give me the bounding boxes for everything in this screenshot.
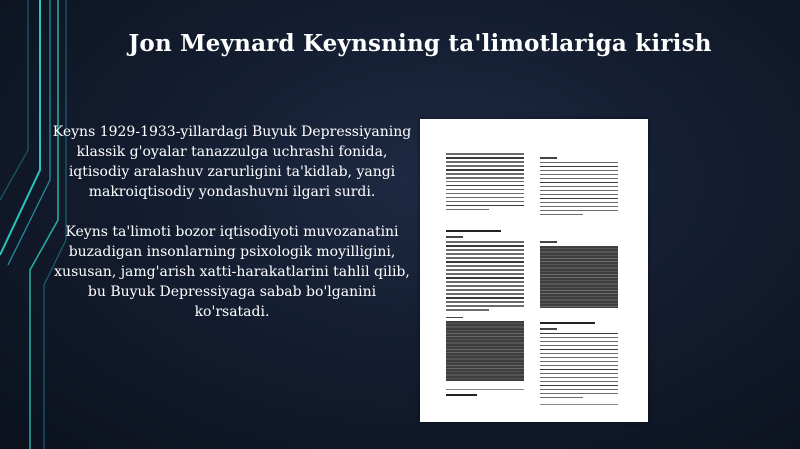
slide-title: Jon Meynard Keynsning ta'limotlariga kirish <box>128 30 712 57</box>
document-page-image <box>420 119 648 422</box>
body-paragraph-2: Keyns ta'limoti bozor iqtisodiyoti muvozanatini buzadigan insonlarning psixologik moyilligini, xususan, jamg'arish xatti-harakatlarini tahlil qilib, bu Buyuk Depressiyaga sabab bo'lganini ko'rsatadi. <box>54 224 410 320</box>
document-column-left <box>446 153 524 400</box>
slide-body <box>52 122 412 342</box>
document-column-right <box>540 153 618 409</box>
body-paragraph-1: Keyns 1929-1933-yillardagi Buyuk Depressiyaning klassik g'oyalar tanazzulga uchrashi fonida, iqtisodiy aralashuv zarurligini ta'kidlab, yangi makroiqtisodiy yondashuvni ilgari surdi. <box>52 124 412 200</box>
